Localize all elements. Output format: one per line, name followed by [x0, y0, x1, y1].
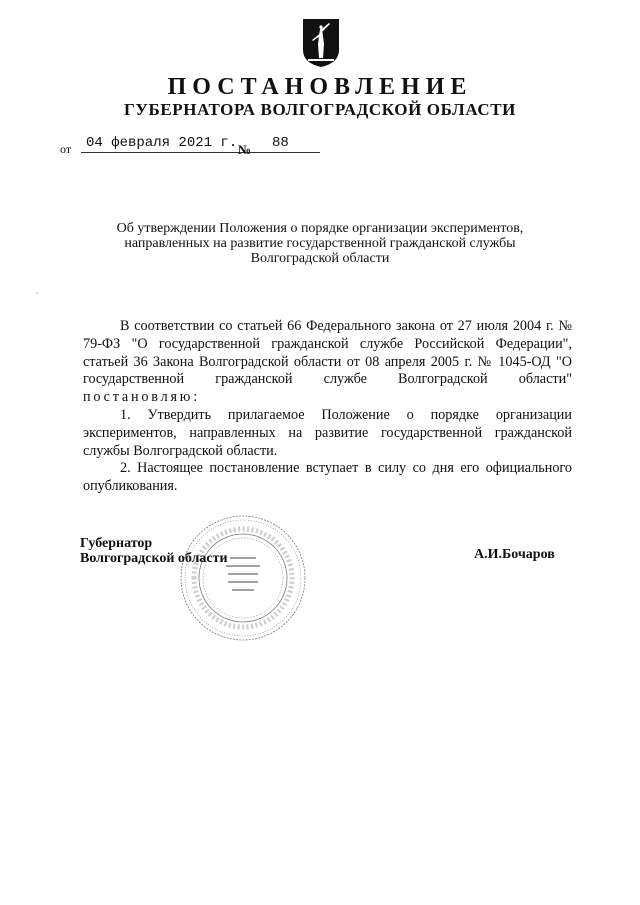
item-1: 1. Утвердить прилагаемое Положение о порядке организации экспериментов, направленных на развитие государственной гражданской службы Волгоградской области.	[83, 406, 572, 459]
preamble-paragraph	[83, 318, 572, 407]
item-2: 2. Настоящее постановление вступает в силу со дня его официального опубликования.	[83, 460, 572, 495]
subject-line: Волгоградской области	[250, 251, 390, 266]
signatory-title-line: Волгоградской области	[80, 551, 228, 566]
resolve-word: постановляю:	[83, 389, 200, 406]
subject-line: направленных на развитие государственной гражданской службы	[124, 236, 516, 251]
subject-line: Об утверждении Положения о порядке организации экспериментов,	[116, 221, 524, 236]
document-subject	[90, 221, 550, 266]
signatory-title-line: Губернатор	[80, 536, 153, 551]
date-value: 04 февраля 2021 г.	[86, 135, 238, 151]
scan-speck	[36, 292, 38, 294]
official-stamp	[178, 513, 308, 643]
date-number-row	[60, 135, 340, 157]
signatory-name: А.И.Бочаров	[474, 547, 555, 562]
number-value: 88	[272, 135, 289, 151]
number-underline	[258, 152, 320, 153]
document-body	[83, 318, 572, 496]
from-label: от	[60, 142, 72, 156]
signatory-title	[80, 536, 228, 566]
document-title: ПОСТАНОВЛЕНИЕ	[167, 74, 473, 100]
coat-of-arms-icon	[302, 18, 340, 68]
document-subtitle: ГУБЕРНАТОРА ВОЛГОГРАДСКОЙ ОБЛАСТИ	[124, 100, 516, 119]
preamble-text: В соответствии со статьей 66 Федерального закона от 27 июля 2004 г. № 79-ФЗ "О государственной гражданской службе Российской Федерации", статьей 36 Закона Волгоградской области от 08 апреля 2005 г. № 1045-ОД "О государственной гражданской службе Волгоградской области"	[83, 318, 572, 388]
number-label: №	[238, 142, 252, 157]
